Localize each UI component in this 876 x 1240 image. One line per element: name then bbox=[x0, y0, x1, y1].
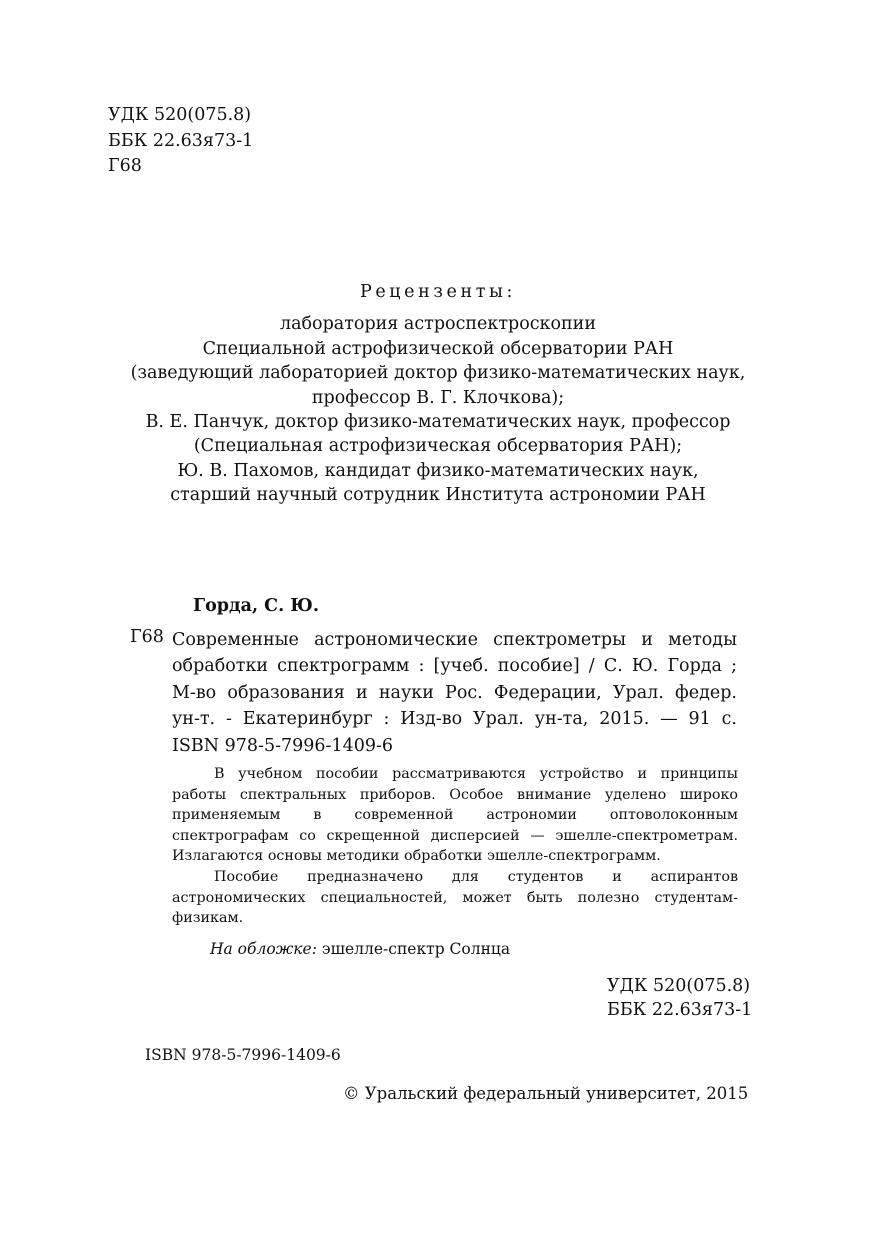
classification-block-top bbox=[108, 103, 253, 180]
bib-line: ун-т. - Екатеринбург : Изд-во Урал. ун-та, 2015. — 91 с. bbox=[172, 708, 737, 729]
cover-note-label: На обложке: bbox=[210, 940, 317, 958]
bib-line: М-во образования и науки Рос. Федерации, Урал. федер. bbox=[172, 682, 737, 703]
copyright-line: © Уральский федеральный университет, 2015 bbox=[343, 1084, 749, 1103]
bib-line: обработки спектрограмм : [учеб. пособие] / С. Ю. Горда ; bbox=[172, 656, 737, 677]
bib-line: Современные астрономические спектрометры и методы bbox=[172, 630, 737, 650]
author-mark: Г68 bbox=[108, 156, 142, 176]
isbn-bottom: ISBN 978-5-7996-1409-6 bbox=[145, 1046, 341, 1064]
reviewers-section bbox=[0, 280, 876, 508]
cover-note bbox=[210, 940, 510, 958]
classification-block-bottom bbox=[607, 974, 752, 1022]
reviewer-line: В. Е. Панчук, доктор физико-математических наук, профессор bbox=[145, 412, 731, 433]
reviewer-line: старший научный сотрудник Института астрономии РАН bbox=[170, 485, 706, 506]
bbk-code-bottom: ББК 22.63я73-1 bbox=[607, 1000, 753, 1020]
entry-author: Горда, С. Ю. bbox=[193, 596, 319, 616]
annotation-paragraph: Пособие предназначено для студентов и аспирантов астрономических специальностей, может быть полезно студентам-физикам. bbox=[172, 868, 738, 927]
reviewer-line: Специальной астрофизической обсерватории РАН bbox=[202, 338, 674, 359]
reviewer-line: лаборатория астроспектроскопии bbox=[279, 314, 597, 335]
reviewers-heading: Рецензенты: bbox=[359, 282, 517, 302]
cover-note-text: эшелле-спектр Солнца bbox=[321, 940, 511, 958]
entry-author-mark: Г68 bbox=[130, 627, 164, 647]
bbk-code: ББК 22.63я73-1 bbox=[108, 130, 254, 151]
annotation-paragraph: В учебном пособии рассматриваются устройство и принципы работы спектральных приборов. Особое внимание уделено широко применяемым в современной астрономии оптоволоконным спектрографам со скрещенной дисперсией — эшелле-спектрометрам. Излагаются основы методики обработки эшелле-спектрограмм. bbox=[172, 766, 738, 865]
reviewer-line: профессор В. Г. Клочкова); bbox=[311, 387, 565, 408]
reviewer-line: (Специальная астрофизическая обсерватория РАН); bbox=[193, 436, 683, 457]
bibliographic-description bbox=[172, 627, 737, 732]
udk-code: УДК 520(075.8) bbox=[108, 105, 252, 125]
reviewer-line: Ю. В. Пахомов, кандидат физико-математических наук, bbox=[177, 460, 699, 481]
annotation bbox=[172, 764, 738, 929]
entry-isbn: ISBN 978-5-7996-1409-6 bbox=[172, 736, 394, 756]
udk-code-bottom: УДК 520(075.8) bbox=[607, 976, 751, 996]
reviewer-line: (заведующий лабораторией доктор физико-математических наук, bbox=[130, 363, 746, 384]
